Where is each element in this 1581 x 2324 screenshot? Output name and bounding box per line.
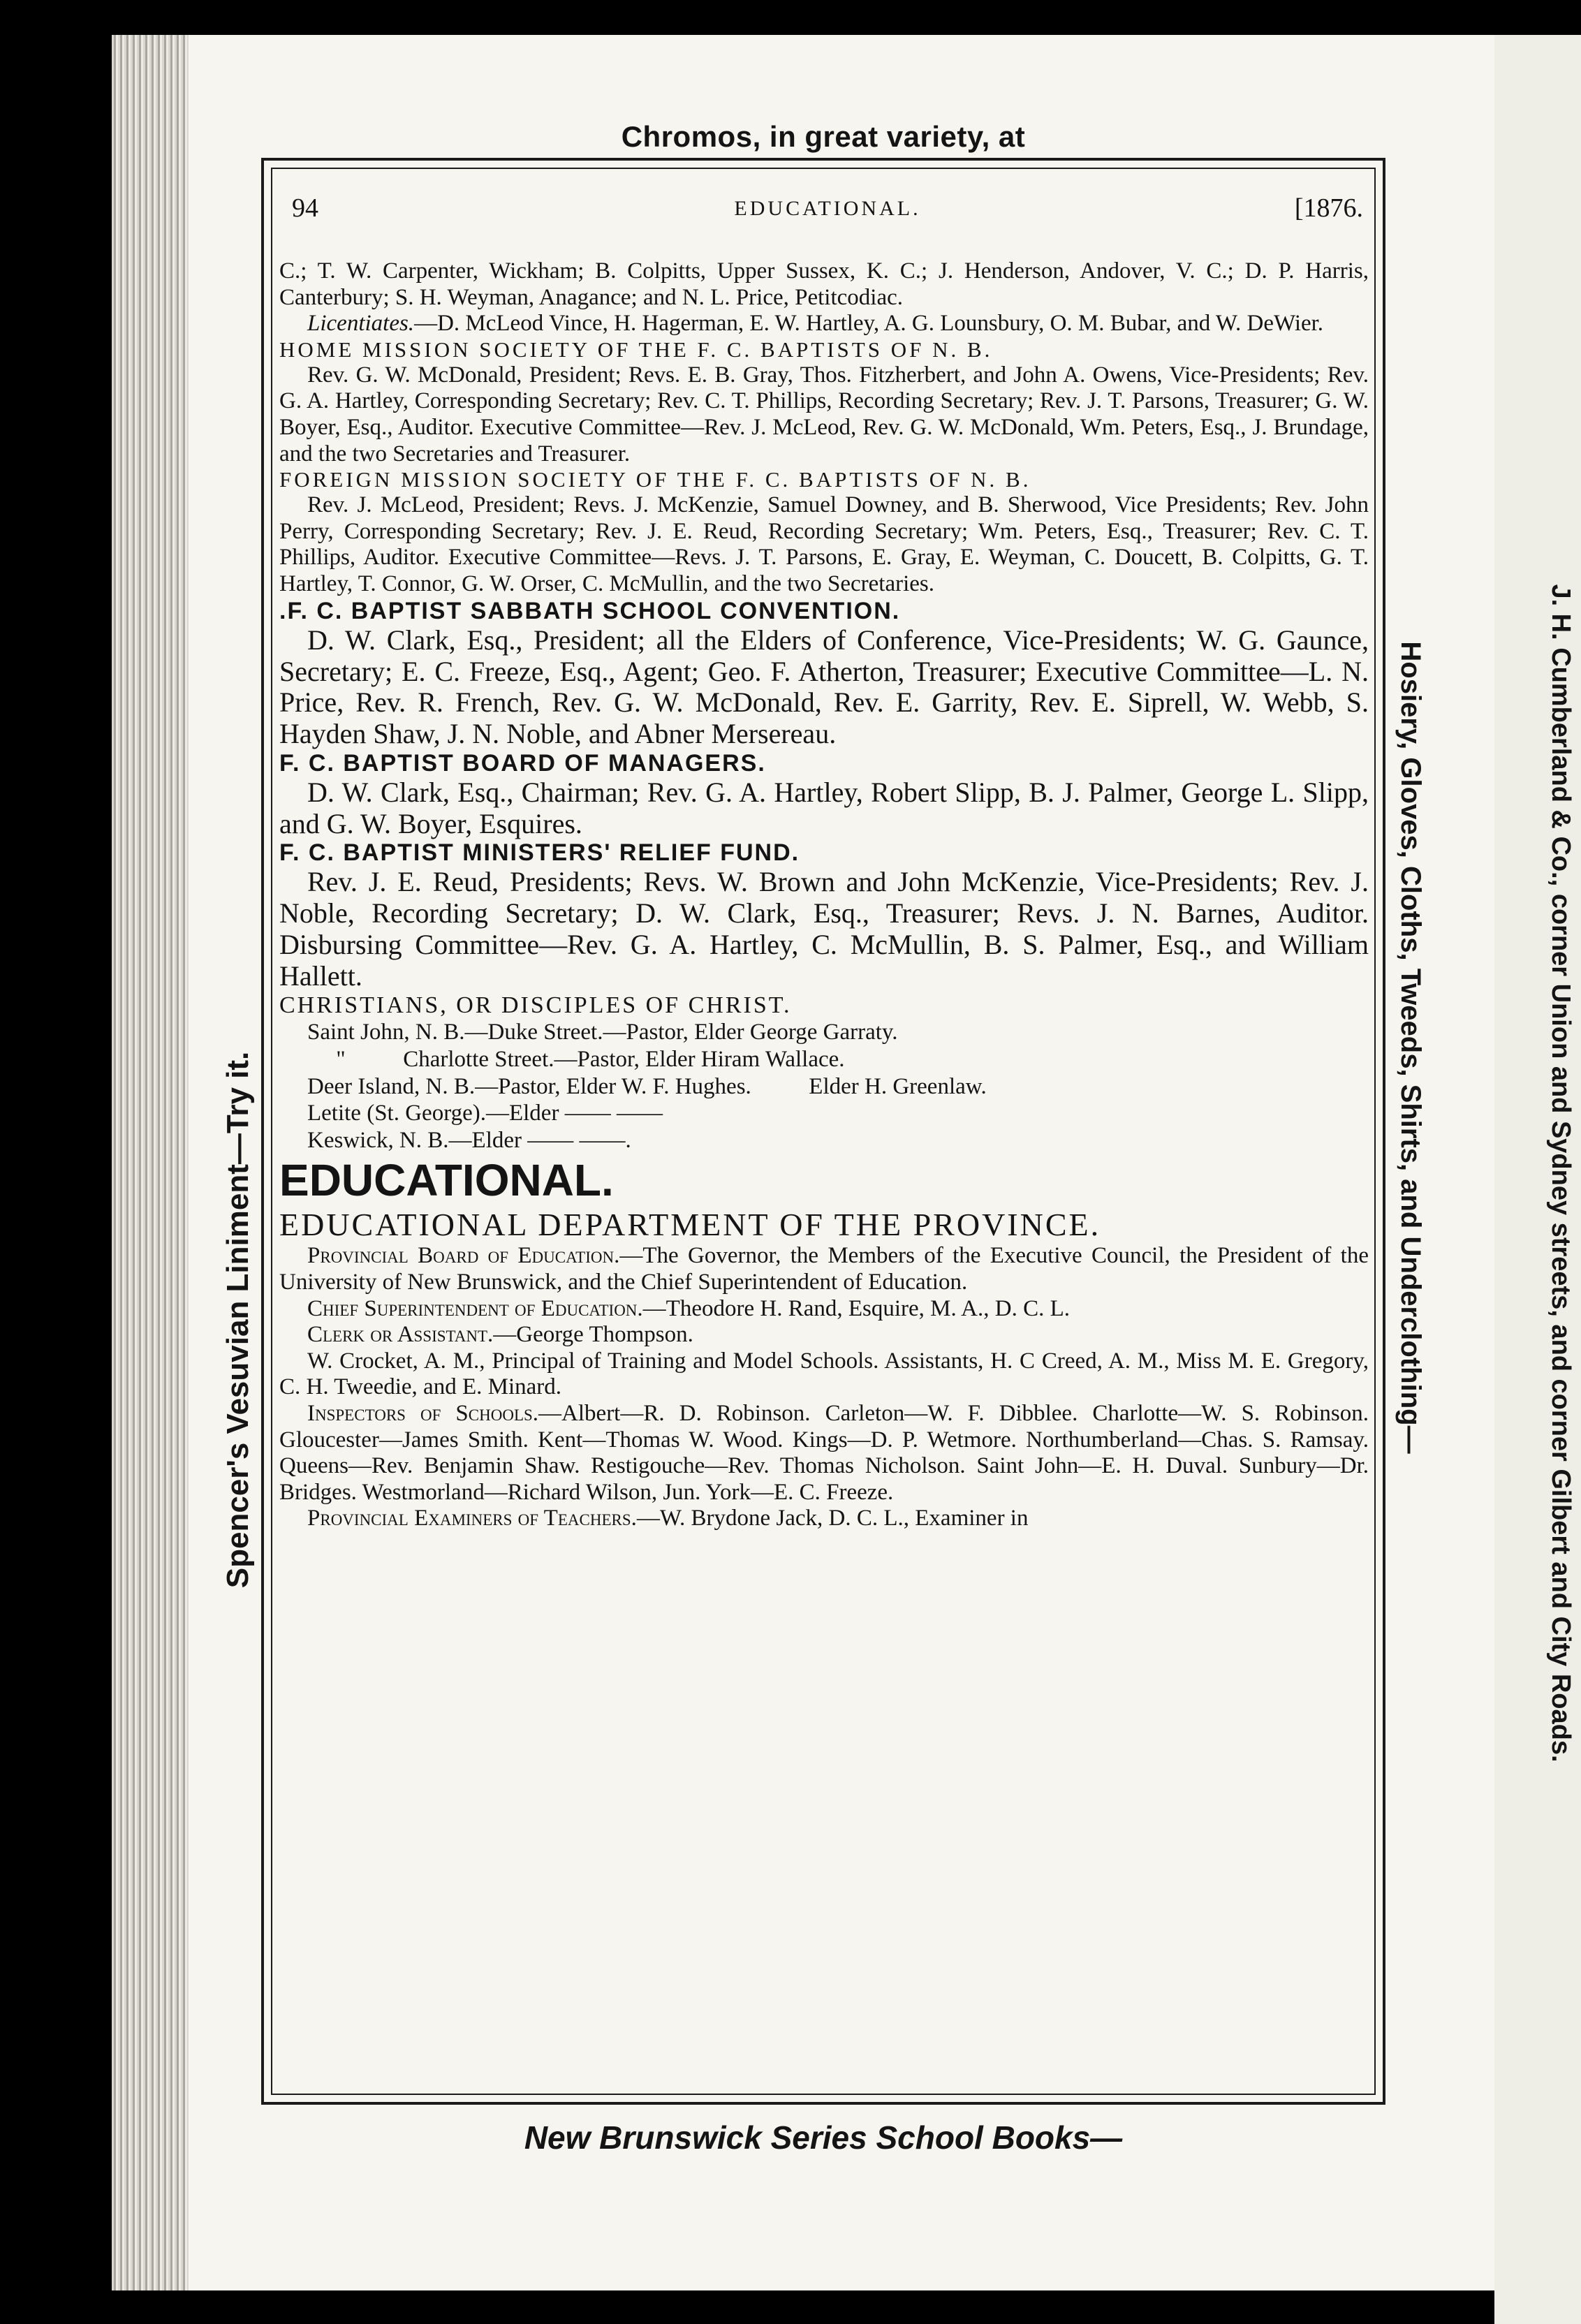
relief-fund-heading: F. C. BAPTIST MINISTERS' RELIEF FUND. xyxy=(279,839,800,867)
home-mission-paragraph: Rev. G. W. McDonald, President; Revs. E. B. Gray, Thos. Fitzherbert, and John A. Owens, Vice-Presidents; Rev. G. A. Hartley, Corresponding Secretary; Rev. C. T. Phillips, Recording Secretary; Rev. J. T. Parsons, Treasurer; G. W. Boyer, Esq., Auditor. Executive Committee—Rev. J. McLeod, Rev. G. W. McDonald, Wm. Peters, Esq., J. Brundage, and the two Secretaries and Treasurer. xyxy=(279,362,1369,466)
christians-heading: CHRISTIANS, OR DISCIPLES OF CHRIST. xyxy=(279,992,792,1018)
examiners-text: —W. Brydone Jack, D. C. L., Examiner in xyxy=(636,1506,1029,1531)
year-label: [1876. xyxy=(1294,193,1363,223)
clerk-label: Clerk or Assistant. xyxy=(307,1322,494,1348)
licentiates-paragraph xyxy=(279,311,1369,337)
list-item: Letite (St. George).—Elder —— —— xyxy=(307,1101,663,1126)
chief-text: —Theodore H. Rand, Esquire, M. A., D. C. L. xyxy=(642,1295,1071,1321)
list-item: " Charlotte Street.—Pastor, Elder Hiram Wallace. xyxy=(307,1046,845,1072)
board-label: Provincial Board of Education. xyxy=(307,1243,620,1269)
page-edges xyxy=(112,35,189,2290)
spine-advertisement: J. H. Cumberland & Co., corner Union and Sydney streets, and corner Gilbert and City Roads. xyxy=(1546,584,1575,1763)
educational-title: EDUCATIONAL. xyxy=(279,1155,614,1206)
top-advertisement: Chromos, in great variety, at xyxy=(621,120,1026,153)
section-title: EDUCATIONAL. xyxy=(734,197,921,220)
page-number: 94 xyxy=(292,193,318,223)
examiners-label: Provincial Examiners of Teachers. xyxy=(307,1506,637,1531)
licentiates-label: Licentiates. xyxy=(307,311,415,337)
relief-fund-paragraph: Rev. J. E. Reud, Presidents; Revs. W. Brown and John McKenzie, Vice-Presidents; Rev. J. Noble, Recording Secretary; D. W. Clark, Esq., Treasurer; Revs. J. N. Barnes, Auditor. Disbursing Committee—Rev. G. A. Hartley, C. McMullin, B. S. Palmer, Esq., and William Hallett. xyxy=(279,866,1369,992)
clerk-text: —George Thompson. xyxy=(493,1322,693,1348)
right-advertisement: Hosiery, Gloves, Cloths, Tweeds, Shirts, and Underclothing— xyxy=(1395,641,1426,1454)
list-item: Keswick, N. B.—Elder —— ——. xyxy=(307,1128,631,1154)
board-of-education-paragraph xyxy=(279,1243,1369,1295)
sabbath-school-heading: .F. C. BAPTIST SABBATH SCHOOL CONVENTION. xyxy=(279,597,901,624)
list-item: Saint John, N. B.—Duke Street.—Pastor, Elder George Garraty. xyxy=(307,1019,898,1045)
foreign-mission-heading: FOREIGN MISSION SOCIETY OF THE F. C. BAPTISTS OF N. B. xyxy=(279,467,1031,492)
page-content xyxy=(279,258,1369,2088)
board-text: —The Governor, the Members of the Executive Council, the President of the University of New Brunswick, and the Chief Superintendent of Education. xyxy=(279,1243,1369,1295)
sabbath-school-paragraph: D. W. Clark, Esq., President; all the Elders of Conference, Vice-Presidents; W. G. Gaunce, Secretary; E. C. Freeze, Esq., Agent; Geo. F. Atherton, Treasurer; Executive Committee—L. N. Price, Rev. R. French, Rev. G. W. McDonald, Rev. E. Garrity, Rev. E. Siprell, W. Webb, S. Hayden Shaw, J. N. Noble, and Abner Mersereau. xyxy=(279,624,1369,750)
department-heading: EDUCATIONAL DEPARTMENT OF THE PROVINCE. xyxy=(279,1207,1101,1243)
list-item: Deer Island, N. B.—Pastor, Elder W. F. Hughes. Elder H. Greenlaw. xyxy=(307,1073,987,1099)
licentiates-text: —D. McLeod Vince, H. Hagerman, E. W. Hartley, A. G. Lounsbury, O. M. Bubar, and W. DeWier. xyxy=(414,311,1324,337)
clerk-paragraph xyxy=(279,1322,1369,1348)
board-of-managers-paragraph: D. W. Clark, Esq., Chairman; Rev. G. A. Hartley, Robert Slipp, B. J. Palmer, George L. Slipp, and G. W. Boyer, Esquires. xyxy=(279,776,1369,839)
examiners-paragraph xyxy=(279,1506,1369,1532)
chief-label: Chief Superintendent of Education. xyxy=(307,1295,643,1321)
running-header xyxy=(286,193,1369,232)
inspectors-text: —Albert—R. D. Robinson. Carleton—W. F. Dibblee. Charlotte—W. S. Robinson. Gloucester—James Smith. Kent—Thomas W. Wood. Kings—D. P. Wetmore. Northumberland—Chas. S. Ramsay. Queens—Rev. Benjamin Shaw. Restigouche—Rev. Thomas Nicholson. Saint John—E. H. Duval. Sunbury—Dr. Bridges. Westmorland—Richard Wilson, Jun. York—E. C. Freeze. xyxy=(279,1401,1369,1505)
intro-paragraph: C.; T. W. Carpenter, Wickham; B. Colpitts, Upper Sussex, K. C.; J. Henderson, Andover, V. C.; D. P. Harris, Canterbury; S. H. Weyman, Anagance; and N. L. Price, Petitcodiac. xyxy=(279,258,1369,310)
bottom-advertisement: New Brunswick Series School Books— xyxy=(524,2119,1123,2156)
inspectors-label: Inspectors of Schools. xyxy=(307,1401,539,1427)
home-mission-heading: HOME MISSION SOCIETY OF THE F. C. BAPTISTS OF N. B. xyxy=(279,337,993,362)
christians-list xyxy=(279,1019,1369,1155)
training-schools-paragraph: W. Crocket, A. M., Principal of Training and Model Schools. Assistants, H. C Creed, A. M., Miss M. E. Gregory, C. H. Tweedie, and E. Minard. xyxy=(279,1348,1369,1400)
inspectors-paragraph xyxy=(279,1401,1369,1506)
board-of-managers-heading: F. C. BAPTIST BOARD OF MANAGERS. xyxy=(279,749,766,777)
chief-superintendent-paragraph xyxy=(279,1296,1369,1323)
foreign-mission-paragraph: Rev. J. McLeod, President; Revs. J. McKenzie, Samuel Downey, and B. Sherwood, Vice Presidents; Rev. John Perry, Corresponding Secretary; Rev. J. E. Reud, Recording Secretary; Wm. Peters, Esq., Treasurer; Rev. C. T. Phillips, Auditor. Executive Committee—Revs. J. T. Parsons, E. Gray, E. Weyman, C. Doucett, B. Colpitts, G. T. Hartley, T. Connor, G. W. Orser, C. McMullin, and the two Secretaries. xyxy=(279,492,1369,597)
left-advertisement: Spencer's Vesuvian Liniment—Try it. xyxy=(221,1051,255,1589)
